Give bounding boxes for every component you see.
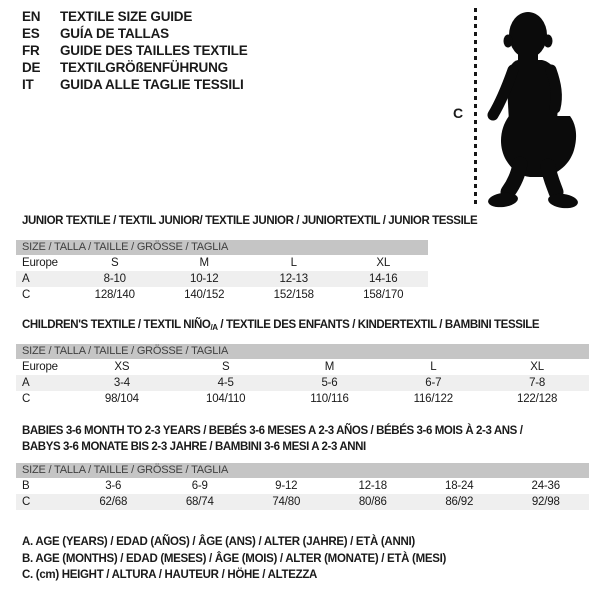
language-code: EN (22, 9, 41, 24)
table-row (16, 494, 589, 510)
footnote-legend (22, 534, 446, 584)
footnote-c: C. (cm) HEIGHT / ALTURA / HAUTEUR / HÖHE / ALTEZZA (22, 569, 318, 581)
language-row-fr (22, 42, 248, 59)
height-cell: 110/116 (310, 393, 349, 405)
language-code: IT (22, 77, 34, 92)
language-code: FR (22, 43, 40, 58)
height-measure-label: C (453, 105, 464, 121)
size-cell: M (324, 361, 335, 373)
junior-size-table (16, 240, 428, 303)
table-row (16, 287, 428, 303)
language-label: TEXTILGRÖßENFÜHRUNG (60, 60, 228, 75)
table-row (16, 391, 589, 407)
footnote-a: A. AGE (YEARS) / EDAD (AÑOS) / ÂGE (ANS) / ALTER (JAHRE) / ETÀ (ANNI) (22, 536, 415, 548)
height-cell: 128/140 (94, 289, 135, 301)
language-row-en (22, 8, 248, 25)
size-cell: M (199, 257, 209, 269)
size-header-bar: SIZE / TALLA / TAILLE / GRÖSSE / TAGLIA (16, 463, 589, 478)
height-cell: 98/104 (104, 393, 139, 405)
section-title-junior: JUNIOR TEXTILE / TEXTIL JUNIOR/ TEXTILE JUNIOR / JUNIORTEXTIL / JUNIOR TESSILE (22, 215, 478, 227)
height-cell: 158/170 (363, 289, 404, 301)
size-cell: XL (530, 361, 544, 373)
row-label: Europe (22, 257, 58, 269)
language-label: TEXTILE SIZE GUIDE (60, 9, 193, 24)
height-cell: 86/92 (445, 496, 474, 508)
language-code: DE (22, 60, 41, 75)
row-label: C (22, 496, 31, 508)
height-cell: 116/122 (413, 393, 453, 405)
height-cell: 140/152 (184, 289, 225, 301)
height-cell: 62/68 (99, 496, 128, 508)
section-title-children (22, 319, 539, 332)
children-size-table (16, 344, 589, 407)
age-cell: 12-13 (279, 273, 308, 285)
age-cell: 18-24 (445, 480, 474, 492)
height-cell: 152/158 (273, 289, 314, 301)
row-label: A (22, 377, 30, 389)
height-cell: 80/86 (358, 496, 387, 508)
toddler-silhouette-icon (482, 4, 594, 212)
title-line-2: BABYS 3-6 MONATE BIS 2-3 JAHRE / BAMBINI 3-6 MESI A 2-3 ANNI (22, 441, 366, 453)
babies-size-table (16, 463, 589, 510)
height-cell: 104/110 (206, 393, 246, 405)
size-cell: XL (376, 257, 391, 269)
age-cell: 8-10 (103, 273, 126, 285)
size-cell: XS (114, 361, 130, 373)
title-line-1: BABIES 3-6 MONTH TO 2-3 YEARS / BEBÉS 3-6 MESES A 2-3 AÑOS / BÉBÉS 3-6 MOIS À 2-3 ANS / (22, 425, 523, 437)
age-cell: 3-4 (113, 377, 130, 389)
age-cell: 7-8 (529, 377, 546, 389)
row-label: A (22, 273, 30, 285)
age-cell: 6-9 (191, 480, 208, 492)
age-cell: 6-7 (425, 377, 442, 389)
height-cell: 74/80 (272, 496, 301, 508)
size-cell: L (430, 361, 437, 373)
size-header-bar: SIZE / TALLA / TAILLE / GRÖSSE / TAGLIA (16, 344, 589, 359)
age-cell: 4-5 (217, 377, 234, 389)
age-cell: 14-16 (369, 273, 398, 285)
language-label: GUIDA ALLE TAGLIE TESSILI (60, 77, 244, 92)
size-header-bar: SIZE / TALLA / TAILLE / GRÖSSE / TAGLIA (16, 240, 428, 255)
title-subscript: /A (210, 323, 218, 332)
language-row-it (22, 76, 248, 93)
age-cell: 24-36 (531, 480, 560, 492)
language-header (22, 8, 248, 93)
height-measure-dashed-line (474, 8, 477, 208)
table-row (16, 359, 589, 375)
footnote-b: B. AGE (MONTHS) / EDAD (MESES) / ÂGE (MOIS) / ALTER (MONATE) / ETÀ (MESI) (22, 552, 447, 565)
language-row-es (22, 25, 248, 42)
title-part: CHILDREN'S TEXTILE / TEXTIL NIÑO (22, 319, 211, 331)
row-label: C (22, 289, 31, 301)
language-label: GUIDE DES TAILLES TEXTILE (60, 43, 248, 58)
size-cell: S (221, 361, 230, 373)
language-label: GUÍA DE TALLAS (60, 26, 169, 41)
age-cell: 12-18 (358, 480, 387, 492)
height-cell: 68/74 (185, 496, 214, 508)
table-row (16, 478, 589, 494)
age-cell: 3-6 (105, 480, 122, 492)
row-label: Europe (22, 361, 58, 373)
height-cell: 122/128 (517, 393, 558, 405)
table-row (16, 375, 589, 391)
language-row-de (22, 59, 248, 76)
table-row (16, 255, 428, 271)
title-part: / TEXTILE DES ENFANTS / KINDERTEXTIL / BAMBINI TESSILE (217, 319, 540, 331)
age-cell: 10-12 (190, 273, 219, 285)
height-cell: 92/98 (531, 496, 560, 508)
section-title-babies (22, 423, 523, 455)
size-cell: S (111, 257, 119, 269)
row-label: C (22, 393, 31, 405)
age-cell: 9-12 (275, 480, 298, 492)
language-code: ES (22, 26, 40, 41)
age-cell: 5-6 (321, 377, 338, 389)
size-cell: L (290, 257, 297, 269)
row-label: B (22, 480, 30, 492)
table-row (16, 271, 428, 287)
